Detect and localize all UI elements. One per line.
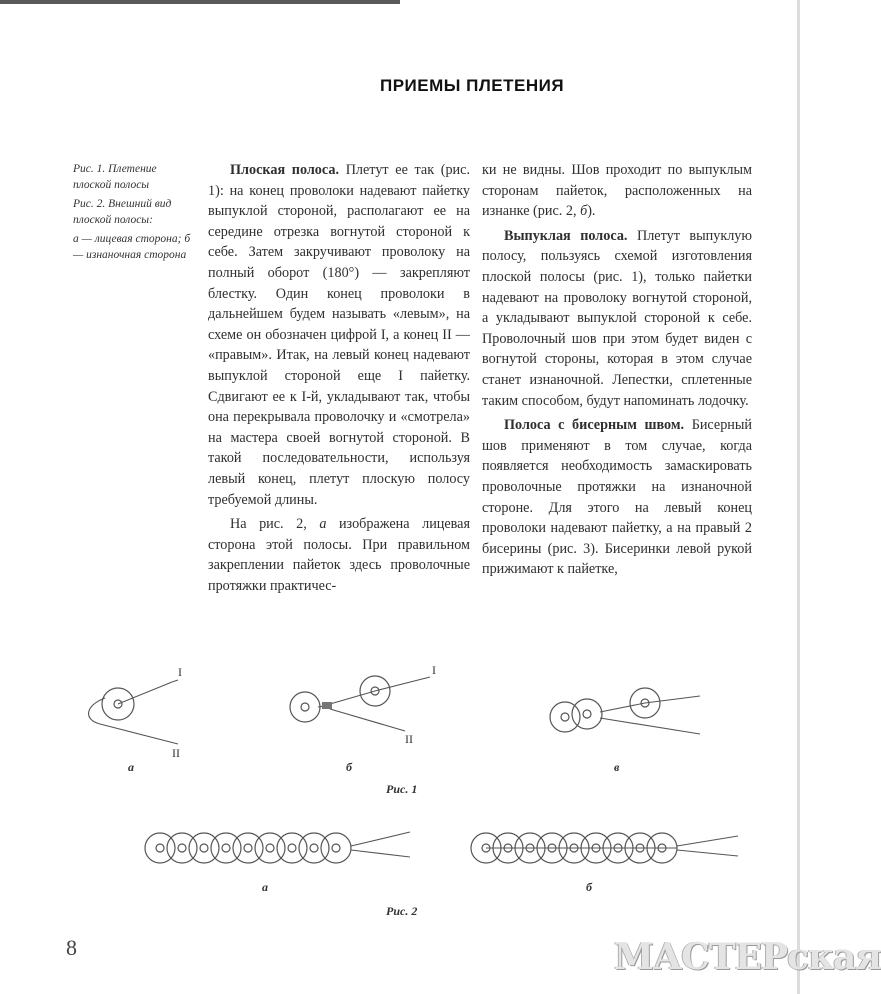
figure-letter: а — [319, 516, 327, 533]
wire-mark-ii: II — [172, 746, 180, 760]
paragraph-text: ки не видны. Шов проходит по выпуклым сторонам пайеток, расположенных на изнанке (рис. 2, — [482, 162, 752, 220]
figure-1b-label: б — [346, 760, 352, 774]
paragraph-bead-seam — [482, 415, 752, 580]
paragraph-text: Плетут ее так (рис. 1): на конец проволоки надевают пайетку выпуклой стороной, располагают ее на середине отрезка вогнутой стороной к себе. Затем закручивают проволоку на полный оборот (180°) — закрепляют блестку. Один конец проволоки в дальнейшем будем называть «левым», на схеме он обозначен цифрой I, а конец II — «правым». Итак, на левый конец надевают выпуклой стороной еще I пайетку. Сдвигают ее к I-й, укладывают так, чтобы она перекрывала проволочку и «смотрела» на мастера своей вогнутой стороной. В такой последовательности, используя левый конец, плетут плоскую полосу требуемой длины. — [208, 162, 470, 508]
text-column-left — [208, 160, 470, 596]
heading-bead-seam: Полоса с бисерным швом. — [504, 417, 685, 434]
figure-1-caption: Рис. 1 — [386, 782, 418, 796]
figure-2a-strip — [145, 832, 410, 863]
text-column-right — [482, 160, 752, 580]
caption-fig2-title: Рис. 2. Внешний вид плоской полосы: — [73, 198, 172, 226]
caption-fig2-detail: а — лицевая сторона; б — изнаночная сторона — [73, 233, 191, 261]
paragraph-text: Плетут выпуклую полосу, пользуясь схемой изготовления плоской полосы (рис. 1), только пайетки надевают на проволоку вогнутой стороной, а укладывают выпуклой стороной к себе. Проволочный шов при этом будет виден с вогнутой стороны, которая в этом случае станет изнаночной. Лепестки, сплетенные таким способом, будут напоминать лодочку. — [482, 227, 753, 409]
heading-flat-strip: Плоская полоса. — [230, 162, 340, 178]
page-number: 8 — [66, 935, 77, 960]
figure-2b-strip — [471, 833, 738, 863]
top-rule — [0, 0, 400, 4]
paragraph-face-side — [208, 514, 470, 596]
paragraph-flat-strip — [208, 160, 470, 510]
page-edge-shadow — [797, 0, 800, 994]
paragraph-convex-strip — [482, 226, 752, 411]
figure-2-caption: Рис. 2 — [386, 904, 418, 918]
figure-1a-label: а — [128, 760, 134, 774]
page-title: ПРИЕМЫ ПЛЕТЕНИЯ — [380, 76, 565, 95]
figure-1c-sequins — [550, 688, 700, 734]
wire-mark-ii: II — [405, 732, 413, 746]
figure-2b-label: б — [586, 880, 592, 894]
paragraph-text: изображена лицевая сторона этой полосы. При правильном закреплении пайеток здесь проволочные протяжки практичес- — [208, 516, 471, 594]
heading-convex-strip: Выпуклая полоса. — [504, 227, 628, 244]
wire-mark-i: I — [178, 665, 182, 679]
figure-letter: б — [580, 203, 588, 220]
caption-fig1: Рис. 1. Плетение плоской полосы — [73, 163, 157, 191]
figure-1c-label: в — [614, 760, 620, 774]
figure-1a-sequin — [89, 680, 178, 744]
wire-mark-i: I — [432, 663, 436, 677]
paragraph-continued — [482, 160, 752, 222]
paragraph-text: ). — [587, 203, 596, 220]
figure-2a-label: а — [262, 880, 268, 894]
paragraph-text: На рис. 2, — [230, 516, 320, 533]
figure-1b-sequins — [290, 676, 430, 731]
watermark-logo: МАСТЕРская — [614, 936, 881, 978]
figure-captions — [73, 162, 191, 267]
paragraph-text: Бисерный шов применяют в том случае, когда появляется необходимость замаскировать проволочные протяжки на изнаночной стороне. Для этого на левый конец проволоки надевают пайетку, а на правый 2 бисерины (рис. 3). Бисеринки левой рукой прижимают к пайетке, — [482, 417, 753, 578]
